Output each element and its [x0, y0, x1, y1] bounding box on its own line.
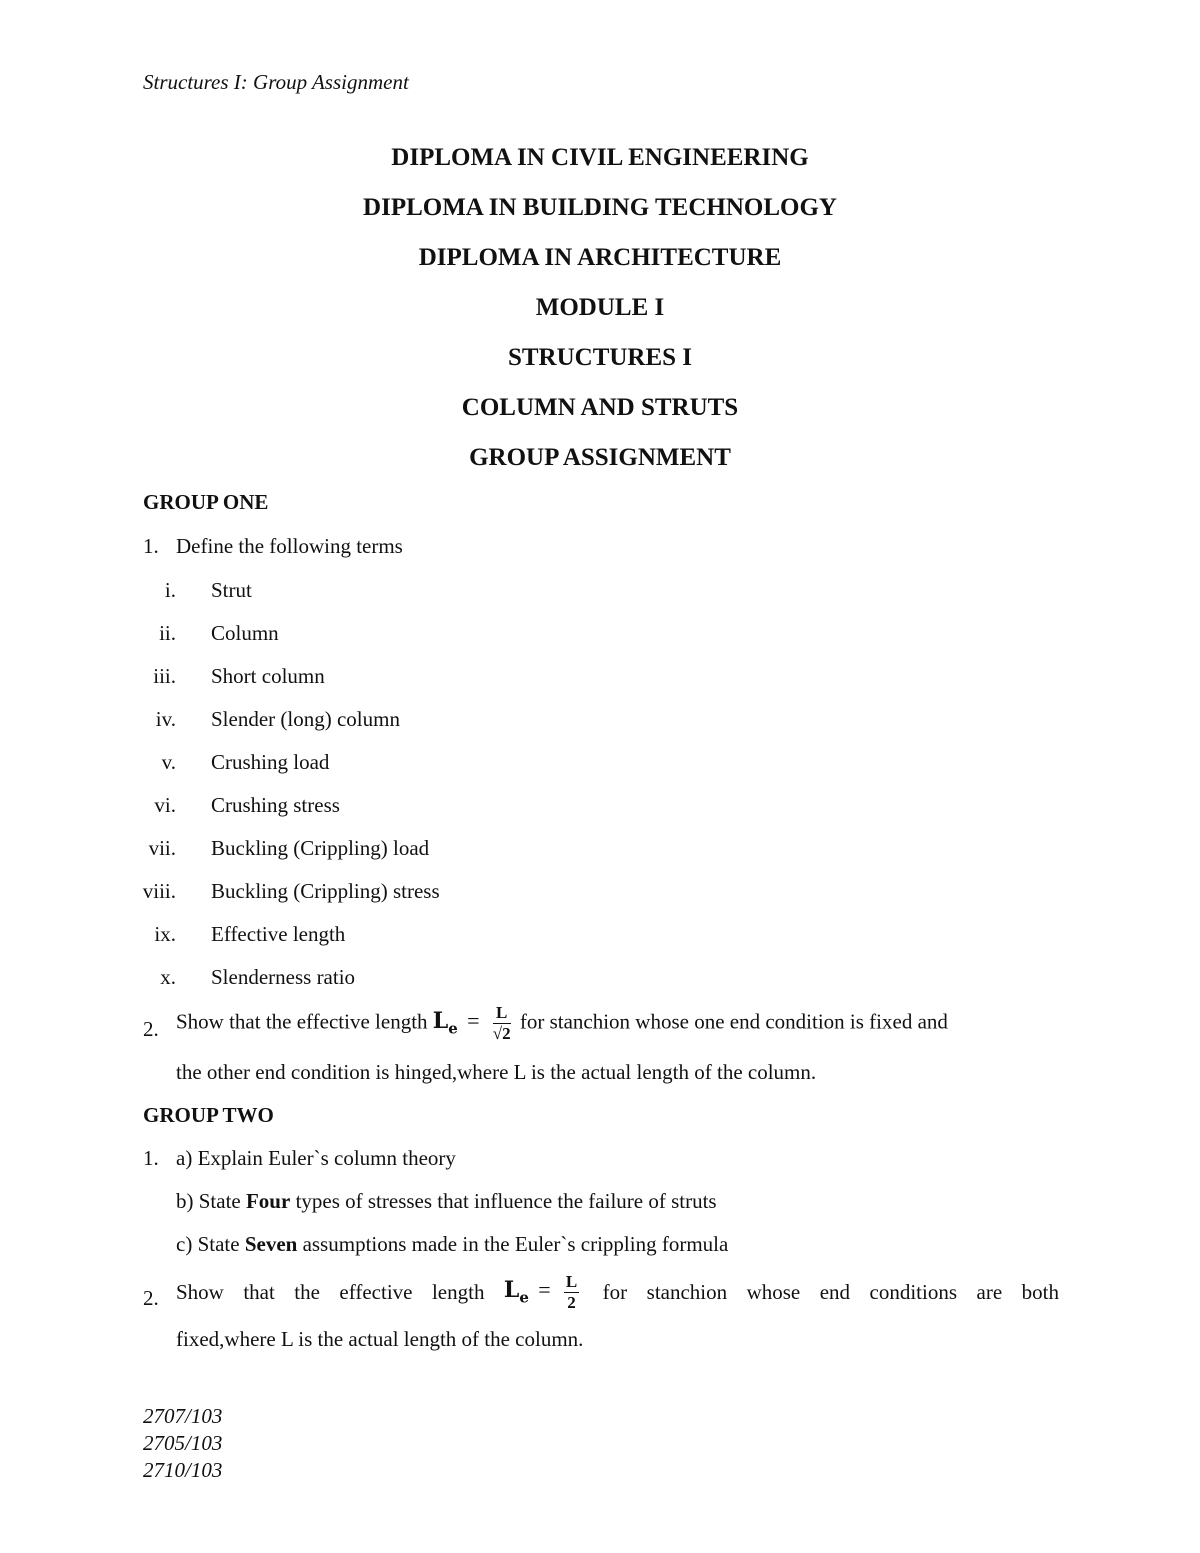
- list-marker: viii.: [142, 879, 176, 903]
- question-part-c: [176, 1232, 728, 1257]
- part-text: types of stresses that influence the failure of struts: [290, 1189, 717, 1213]
- course-codes: [143, 1403, 222, 1484]
- list-item: Buckling (Crippling) stress: [211, 879, 440, 903]
- word: Show: [176, 1280, 224, 1304]
- list-marker: ix.: [154, 922, 176, 946]
- fraction-numerator: L: [493, 1003, 511, 1024]
- formula: [504, 1272, 583, 1313]
- list-marker: iii.: [153, 664, 176, 688]
- question-part-b: [176, 1189, 717, 1214]
- word: are: [976, 1280, 1003, 1304]
- list-marker: iv.: [155, 707, 176, 731]
- word: conditions: [869, 1280, 958, 1304]
- formula-l: L: [432, 1008, 449, 1035]
- formula-subscript: e: [519, 1288, 529, 1307]
- word: length: [431, 1280, 485, 1304]
- question-text: Define the following terms: [176, 534, 403, 558]
- formula-symbol: [432, 1008, 458, 1038]
- list-marker: i.: [164, 578, 176, 602]
- word: whose: [746, 1280, 801, 1304]
- list-marker: vi.: [154, 793, 176, 817]
- list-item: Crushing load: [211, 750, 330, 774]
- group-two-heading: GROUP TWO: [143, 1103, 274, 1127]
- running-header: Structures I: Group Assignment: [143, 70, 409, 94]
- list-item: Crushing stress: [211, 793, 340, 817]
- title-line: DIPLOMA IN ARCHITECTURE: [418, 244, 782, 271]
- formula-subscript: e: [448, 1019, 458, 1038]
- title-block: [0, 141, 1200, 491]
- part-text: b) State: [176, 1189, 246, 1213]
- question-part-a: a) Explain Euler`s column theory: [176, 1146, 456, 1170]
- word: for: [602, 1280, 628, 1304]
- word: end: [819, 1280, 851, 1304]
- list-item: Slender (long) column: [211, 707, 400, 731]
- formula-symbol: [503, 1277, 529, 1307]
- title-line: COLUMN AND STRUTS: [461, 394, 739, 421]
- question-number: 1.: [143, 534, 159, 558]
- list-item: Buckling (Crippling) load: [211, 836, 430, 860]
- question-number: 2.: [143, 1286, 159, 1310]
- course-code: 2705/103: [143, 1431, 223, 1455]
- list-marker: x.: [160, 965, 176, 989]
- question-number: 1.: [143, 1146, 159, 1170]
- list-item: Effective length: [211, 922, 346, 946]
- title-line: GROUP ASSIGNMENT: [469, 444, 731, 471]
- list-item: Short column: [211, 664, 325, 688]
- question-text: Show that the effective length: [176, 1009, 428, 1034]
- question-text-line2: the other end condition is hinged,where L is the actual length of the column.: [176, 1060, 817, 1084]
- list-item: Slenderness ratio: [211, 965, 356, 989]
- question-text-line2: fixed,where L is the actual length of the column.: [176, 1327, 584, 1351]
- word: effective: [339, 1280, 413, 1304]
- word: the: [294, 1280, 320, 1304]
- group-one-heading: GROUP ONE: [143, 490, 269, 514]
- part-emphasis: Four: [245, 1189, 291, 1213]
- list-marker: ii.: [159, 621, 176, 645]
- question-line: [176, 1003, 948, 1044]
- list-marker: vii.: [148, 836, 176, 860]
- title-line: MODULE I: [535, 294, 665, 321]
- course-code: 2710/103: [143, 1458, 223, 1482]
- part-text: assumptions made in the Euler`s crippling formula: [297, 1232, 729, 1256]
- word: stanchion: [646, 1280, 728, 1304]
- formula-equals: =: [467, 1008, 480, 1034]
- list-item: Column: [211, 621, 279, 645]
- fraction-denominator: √2: [492, 1024, 511, 1043]
- list-item: Strut: [211, 578, 252, 602]
- word: both: [1021, 1280, 1059, 1304]
- question-text: for stanchion whose one end condition is fixed and: [519, 1009, 948, 1034]
- formula-l: L: [503, 1277, 520, 1304]
- title-line: DIPLOMA IN CIVIL ENGINEERING: [391, 144, 809, 171]
- part-emphasis: Seven: [244, 1232, 298, 1256]
- fraction-denominator: 2: [567, 1293, 576, 1312]
- list-marker: v.: [161, 750, 176, 774]
- fraction-numerator: L: [565, 1272, 578, 1291]
- title-line: STRUCTURES I: [507, 344, 693, 371]
- part-text: c) State: [176, 1232, 245, 1256]
- formula-equals: =: [538, 1277, 551, 1303]
- question-number: 2.: [143, 1017, 159, 1041]
- formula-fraction: [564, 1272, 579, 1313]
- formula-fraction: [493, 1003, 511, 1044]
- word: that: [243, 1280, 275, 1304]
- question-line-justified: [176, 1272, 1059, 1313]
- title-line: DIPLOMA IN BUILDING TECHNOLOGY: [363, 194, 837, 221]
- course-code: 2707/103: [143, 1404, 223, 1428]
